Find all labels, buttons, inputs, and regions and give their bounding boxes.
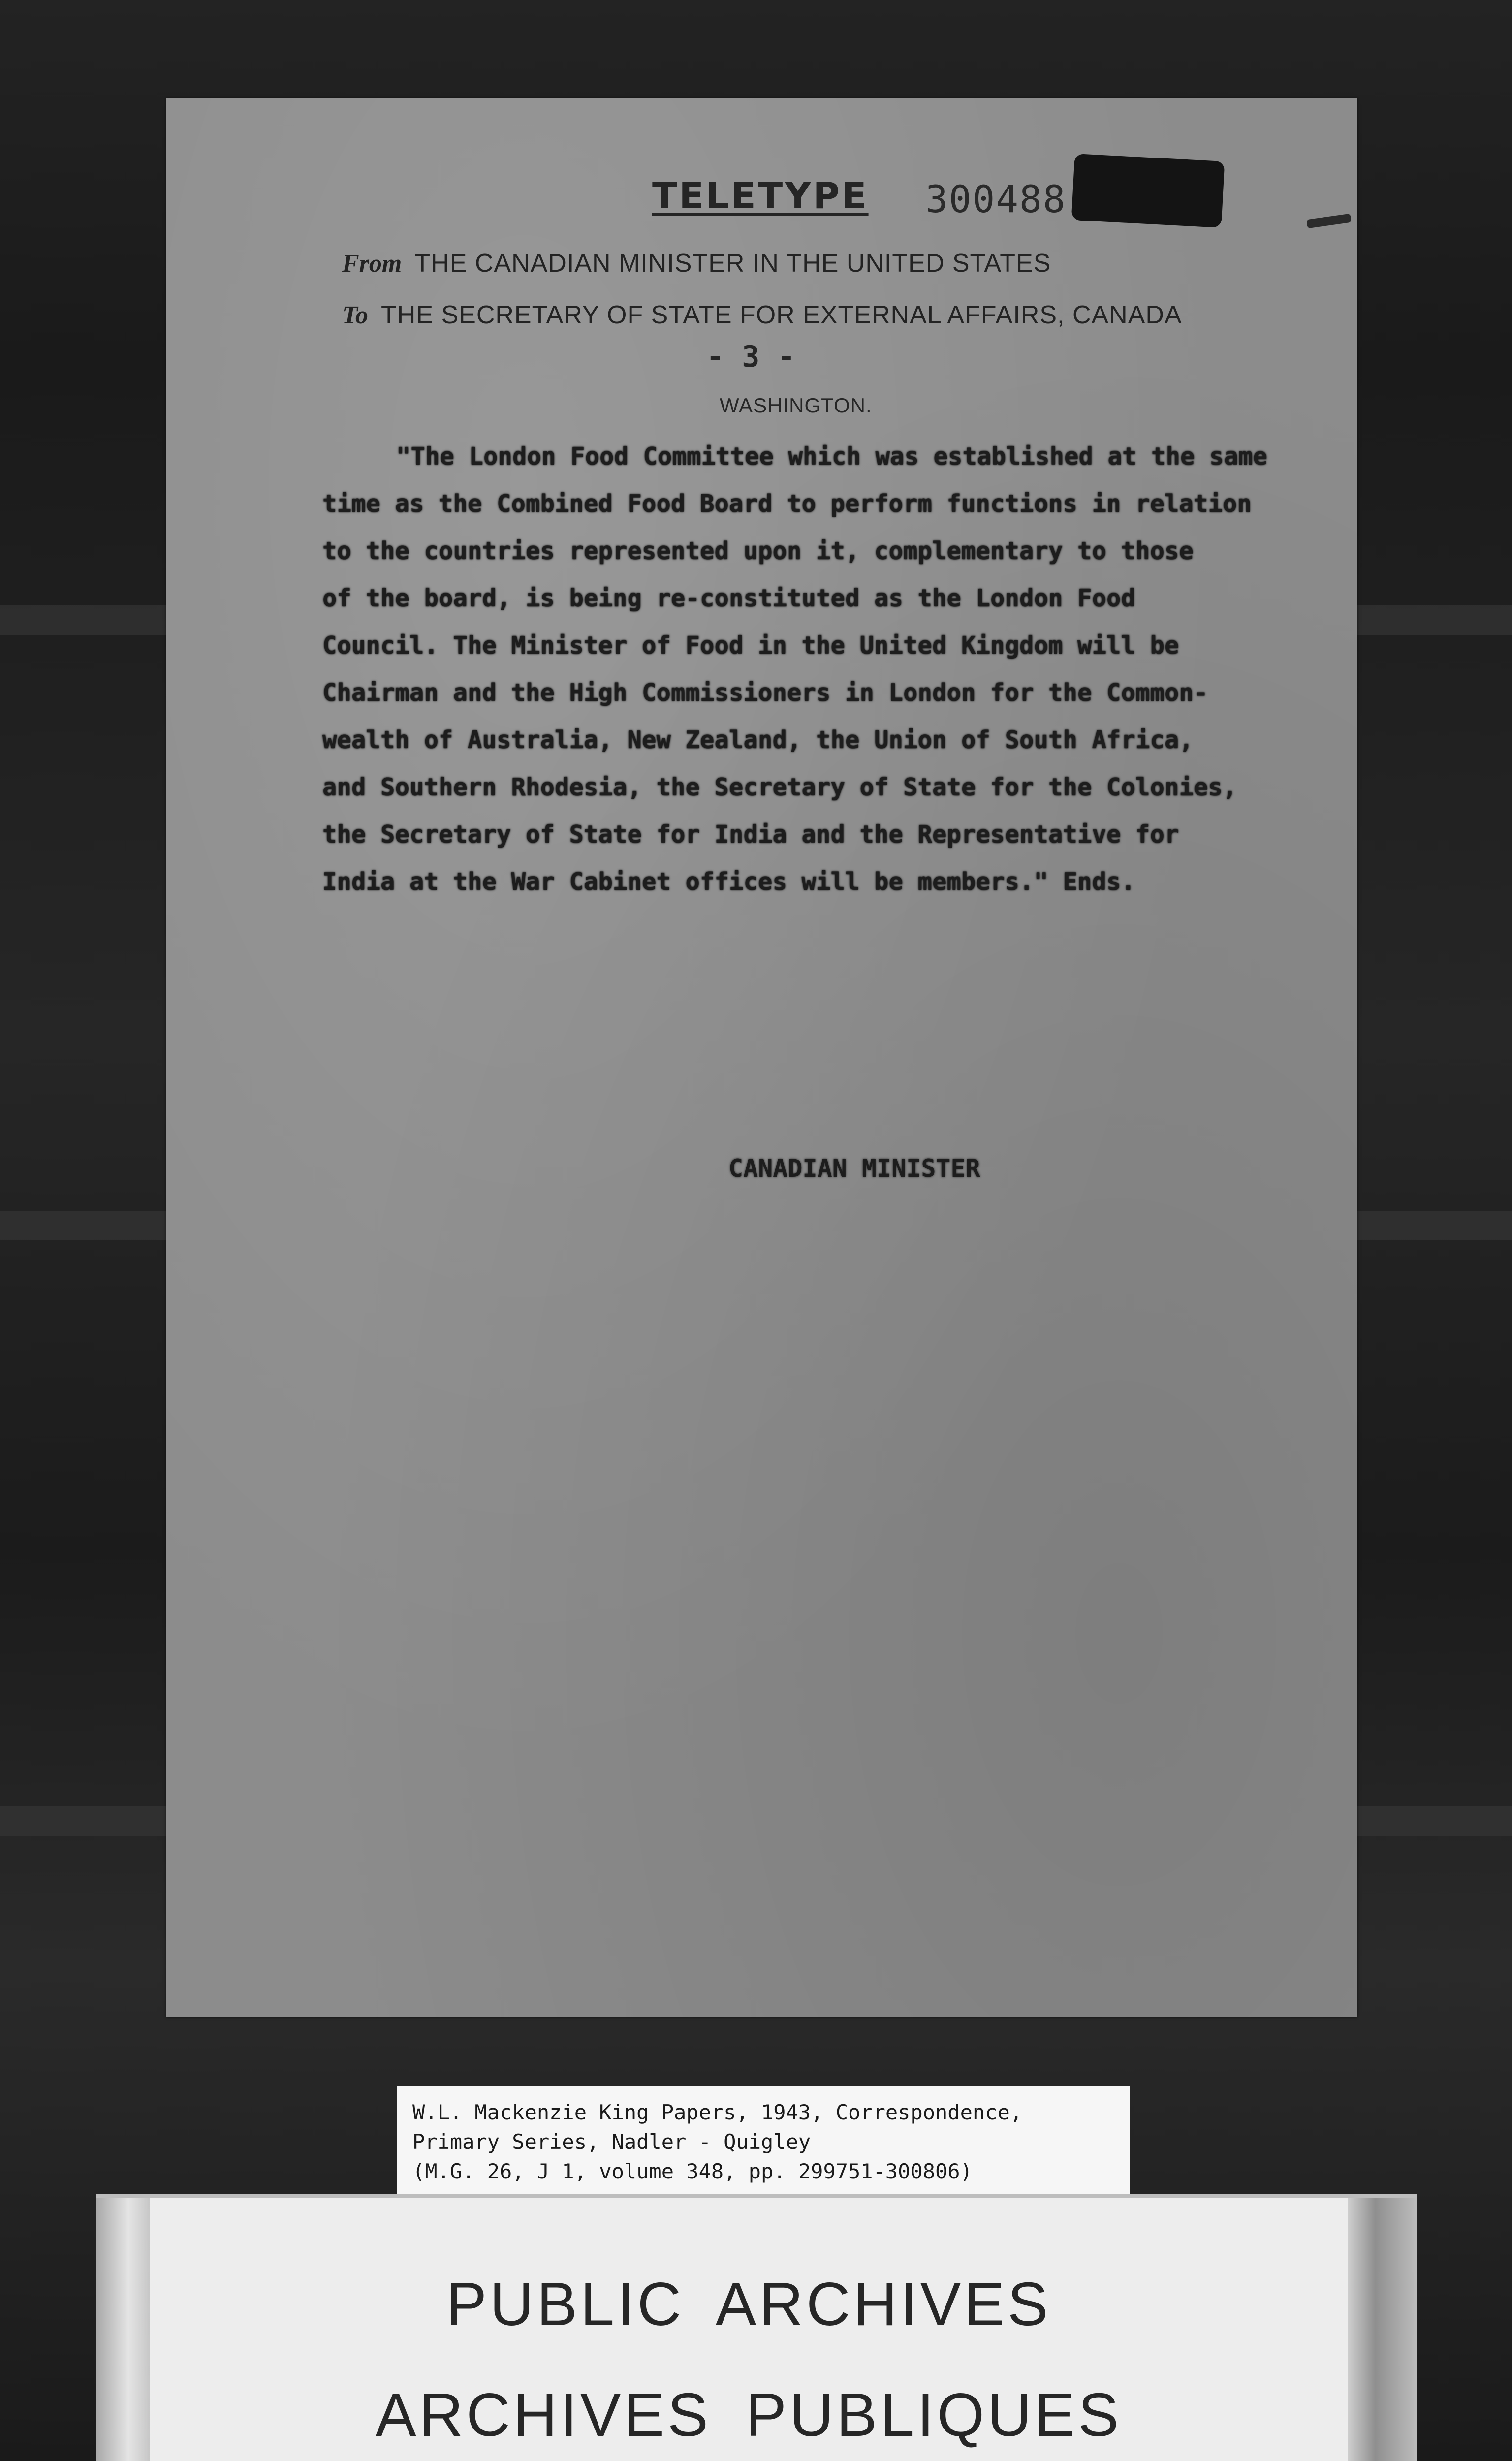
body-line: time as the Combined Food Board to perform functions in relation bbox=[322, 490, 1252, 518]
place-of-origin: WASHINGTON. bbox=[720, 394, 872, 417]
citation-label bbox=[397, 2086, 1130, 2194]
body-line: of the board, is being re-constituted as the London Food bbox=[322, 584, 1136, 612]
body-line: India at the War Cabinet offices will be members." Ends. bbox=[322, 868, 1136, 896]
page-number: - 3 - bbox=[706, 340, 795, 374]
citation-line: W.L. Mackenzie King Papers, 1943, Correspondence, bbox=[412, 2100, 1023, 2124]
archive-banner bbox=[96, 2194, 1417, 2461]
body-line: "The London Food Committee which was established at the same bbox=[396, 442, 1268, 471]
body-line: to the countries represented upon it, complementary to those bbox=[322, 537, 1194, 565]
body-line: Chairman and the High Commissioners in London for the Common- bbox=[322, 679, 1208, 707]
banner-line-archives-publiques: ARCHIVES PUBLIQUES bbox=[375, 2381, 1122, 2449]
document-number: 300488 bbox=[925, 177, 1067, 221]
banner-face bbox=[150, 2198, 1348, 2461]
citation-line: Primary Series, Nadler - Quigley bbox=[412, 2130, 811, 2154]
teletype-page bbox=[166, 98, 1357, 2017]
from-address: THE CANADIAN MINISTER IN THE UNITED STATES bbox=[414, 249, 1051, 278]
to-address: THE SECRETARY OF STATE FOR EXTERNAL AFFAIRS, CANADA bbox=[381, 301, 1182, 329]
body-line: and Southern Rhodesia, the Secretary of State for the Colonies, bbox=[322, 773, 1237, 801]
body-line: the Secretary of State for India and the Representative for bbox=[322, 820, 1179, 849]
document-title: TELETYPE bbox=[652, 175, 869, 217]
redaction-mark bbox=[1071, 154, 1225, 228]
to-prefix: To bbox=[342, 301, 368, 329]
banner-edge bbox=[1348, 2198, 1417, 2461]
to-line bbox=[342, 300, 1182, 330]
signature-block: CANADIAN MINISTER bbox=[728, 1154, 980, 1183]
message-body bbox=[322, 433, 1307, 906]
from-line bbox=[342, 249, 1051, 278]
banner-line-public-archives: PUBLIC ARCHIVES bbox=[446, 2271, 1051, 2338]
body-line: Council. The Minister of Food in the United Kingdom will be bbox=[322, 631, 1179, 660]
banner-edge bbox=[96, 2198, 150, 2461]
body-line: wealth of Australia, New Zealand, the Union of South Africa, bbox=[322, 726, 1194, 754]
from-prefix: From bbox=[342, 250, 402, 278]
citation-line: (M.G. 26, J 1, volume 348, pp. 299751-300806) bbox=[412, 2159, 973, 2183]
